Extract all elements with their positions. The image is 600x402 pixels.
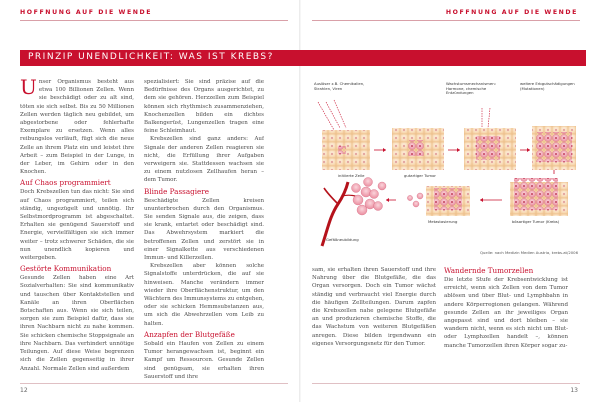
paragraph-chaos: Doch Krebszellen tun das nicht: Sie sind auf Chaos programmiert, teilen sich ständig, ungezügelt und unnötig. Ihr Selbstmordprogramm ist abgeschaltet. Erhalten sie genügend Sauerstoff und Energie, vervielfältigen sie sich immer weiter – trotz schwerer Schäden, die sie nun unendlich kopieren und weitergeben. [20, 189, 134, 262]
running-header-right: HOFFNUNG AUF DIE WENDE [445, 9, 578, 16]
section-banner [20, 50, 586, 66]
metastasis-tumor [434, 188, 462, 210]
page-number-right: 13 [570, 387, 578, 394]
stage-6-metastasis [407, 186, 470, 216]
paragraph-passagiere: Beschädigte Zellen kreisen ununterbrochen durch den Organismus. Sie senden Signale aus, die zeigen, dass sie krank, entartet oder beschädigt sind. Das Abwehrsystem markiert die betroffenen Zellen und zerstört sie in einer Signalkette aus verschiedenen Immun- und Killerzellen. [144, 197, 264, 262]
arrow-head [383, 148, 386, 152]
growing-tumor [476, 136, 500, 160]
paragraph-wandern: Die letzte Stufe der Krebsentwicklung ist erreicht, wenn sich Zellen von dem Tumor ablösen und über Blut- und Lymphbahn in andere Körperregionen gelangen. Während gesunde Zellen an ihr jeweiliges Organ angepasst sind und dort bleiben – sie wandern nicht, wenn es sich nicht um Blut- oder Lymphzellen handelt –, können manche Tumorzellen ihren Körper sogar zu- [444, 277, 568, 349]
arrow-head [457, 148, 460, 152]
heading-chaos: Auf Chaos programmiert [20, 178, 111, 188]
intro-paragraph [20, 78, 134, 176]
label-ausloeser: Auslöser z.B. Chemikalien, Strahlen, Viren [314, 81, 365, 91]
heading-blutgefaesse: Anzapfen der Blutgefäße [144, 329, 235, 339]
figure-caption: Quelle: nach Medizin Medien Austria, krebs.at/2006 [479, 250, 578, 255]
heading-passagiere: Blinde Passagiere [144, 186, 209, 196]
footer-rule-left [20, 383, 288, 384]
label-wachstum: Wachstumsmechanismen: Hormone, chemische Entzündungen [446, 81, 496, 96]
malignant-tumor [514, 178, 558, 210]
arrow-head [480, 198, 483, 202]
banner-title: PRINZIP UNENDLICHKEIT: WAS IST KREBS? [28, 52, 274, 62]
initiated-cell [338, 146, 346, 154]
label-boesartig: bösartiger Tumor (Krebs) [512, 219, 560, 224]
arrow-head [386, 198, 389, 202]
label-gefaess: Gefäßneubildung [326, 237, 359, 242]
drop-cap: U [20, 78, 37, 99]
heading-kommunikation: Gestörte Kommunikation [20, 264, 112, 274]
arrow-head [527, 148, 530, 152]
paragraph-kommunikation: Gesunde Zellen haben eine Art Sozialverhalten: Sie sind kommunikativ und tauschen über Kontaktstellen und Kanäle an ihren Oberflächen Botschaften aus. Wenn sie sich teilen, sorgen sie zum Beispiel dafür, dass sie ihren Nachbarn nicht zu nahe kommen. Sie schicken chemische Stoppsignale an ihre Nachbarn. Das verhindert unnötige Teilungen. Auf diese Weise begrenzen sich die Zellen gegenseitig in ihrer Anzahl. Normale Zellen sind außerdem [20, 275, 134, 372]
article-column-3 [312, 266, 436, 386]
label-weitere: weitere Erbgutschädigungen (Mutationen) [520, 81, 575, 91]
stage-3-mutation [464, 108, 516, 170]
paragraph-spezialisiert: spezialisiert: Sie sind präzise auf die Bedürfnisse des Organs ausgerichtet, zu dem sie gehören. Herzzellen zum Beispiel können sich rhythmisch zusammenziehen, Knochenzellen bilden ein dichtes Balkengerüst, Lungenzellen tragen eine feine Schleimhaut. [144, 79, 264, 135]
stage-4-tissue [532, 126, 576, 170]
intro-text: nser Organismus besteht aus etwa 100 Billionen Zellen. Wenn sie beschädigt oder zu alt sind, töten sie sich selbst. Bis zu 50 Millionen Zellen werden täglich neu gebildet, um abgestorbene oder fehlerhafte Exemplare zu ersetzen. Wenn alles reibungslos verläuft, fügt sich die neue Zelle an ihrem Platz ein und leistet ihre Arbeit – zum Beispiel in der Lunge, in der Leber, im Gehirn oder in den Knochen. [20, 79, 134, 176]
running-header-left: HOFFNUNG AUF DIE WENDE [20, 9, 153, 16]
paragraph-blutgefaesse: Sobald ein Haufen von Zellen zu einem Tumor herangewachsen ist, beginnt ein Kampf um Ressourcen. Gesunde Zellen sind genügsam, sie erhalten ihren Sauerstoff und ihre [144, 340, 264, 378]
paragraph-krebszellen: Krebszellen sind ganz anders: Auf Signale der anderen Zellen reagieren sie nicht, die Erfüllung ihrer Aufgaben verweigern sie. Stattdessen wachsen sie zu einem nutzlosen Zellhaufen heran – dem Tumor. [144, 136, 264, 184]
header-rule-right [312, 20, 580, 21]
stage-1-initiation [318, 100, 370, 170]
stage-7-malignant [510, 178, 568, 216]
label-gutartig: gutartiger Tumor [404, 173, 436, 178]
article-column-1 [20, 78, 134, 378]
label-metastasierung: Metastasierung [428, 219, 458, 224]
footer-rule-right [312, 383, 580, 384]
label-initiiert: initiierte Zelle [338, 173, 365, 178]
stage-2-benign [392, 128, 444, 170]
heading-wandern: Wandernde Tumorzellen [444, 266, 534, 275]
paragraph-signalstoffe: Krebszellen aber können solche Signalstoffe unterdrücken, die auf sie hinweisen. Manche verändern immer wieder ihre Oberflächenstruktur, um den Wächtern des Immunsystems zu entgehen, oder sie schicken Hemmsubstanzen aus, um sich die Abwehrzellen vom Leib zu halten. [144, 263, 264, 327]
large-tumor [536, 132, 572, 162]
paragraph-versorgung: sam, sie erhalten ihren Sauerstoff und ihre Nahrung über die Blutgefäße, die das Organ versorgen. Doch ein Tumor wächst ständig und verbraucht viel Energie durch die häufigen Zellteilungen. Darum zapfen die Krebszellen nahe gelegene Blutgefäße an und produzieren chemische Stoffe, die das Wachstum von weiteren Blutgefäßen anregen. Diese bilden irgendwann ein eigenes Versorgungsnetz für den Tumor. [312, 267, 436, 347]
page-number-left: 12 [20, 387, 28, 394]
article-column-2 [144, 78, 264, 378]
benign-cluster [408, 140, 424, 156]
article-column-4 [444, 266, 568, 386]
header-rule-left [20, 20, 288, 21]
stage-5-angiogenesis [322, 178, 386, 247]
tumor-progression-figure [312, 78, 578, 258]
